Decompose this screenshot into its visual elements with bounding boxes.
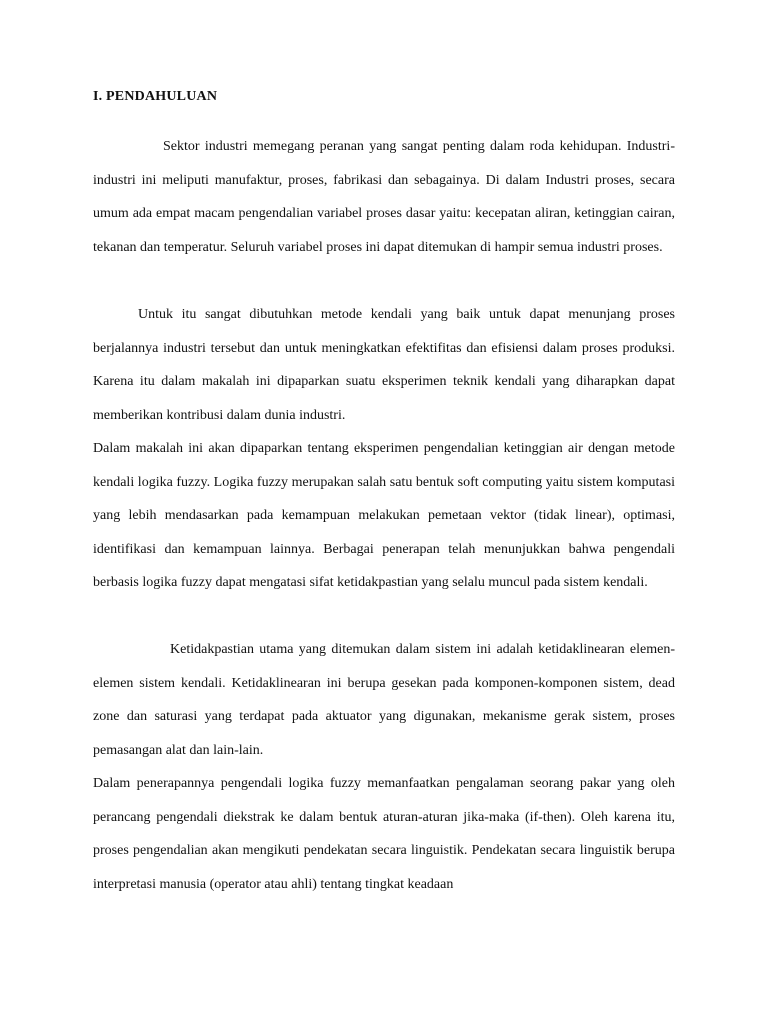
section-heading: I. PENDAHULUAN <box>93 89 218 104</box>
paragraph-control-method: Untuk itu sangat dibutuhkan metode kendali yang baik untuk dapat menunjang proses berjalannya industri tersebut dan untuk meningkatkan efektifitas dan efisiensi dalam proses produksi. Karena itu dalam makalah ini dipaparkan suatu eksperimen teknik kendali yang diharapkan dapat memberikan kontribusi dalam dunia industri. <box>93 307 675 423</box>
paragraph-fuzzy-logic: Dalam makalah ini akan dipaparkan tentang eksperimen pengendalian ketinggian air dengan metode kendali logika fuzzy. Logika fuzzy merupakan salah satu bentuk soft computing yaitu sistem komputasi yang lebih mendasarkan pada kemampuan melakukan pemetaan vektor (tidak linear), optimasi, identifikasi dan kemampuan lainnya. Berbagai penerapan telah menunjukkan bahwa pengendali berbasis logika fuzzy dapat mengatasi sifat ketidakpastian yang selalu muncul pada sistem kendali. <box>93 441 675 590</box>
paragraph-application: Dalam penerapannya pengendali logika fuzzy memanfaatkan pengalaman seorang pakar yang oleh perancang pengendali diekstrak ke dalam bentuk aturan-aturan jika-maka (if-then). Oleh karena itu, proses pengendalian akan mengikuti pendekatan secara linguistik. Pendekatan secara linguistik berupa interpretasi manusia (operator atau ahli) tentang tingkat keadaan <box>93 776 675 892</box>
paragraph-introduction: Sektor industri memegang peranan yang sangat penting dalam roda kehidupan. Industri-industri ini meliputi manufaktur, proses, fabrikasi dan sebagainya. Di dalam Industri proses, secara umum ada empat macam pengendalian variabel proses dasar yaitu: kecepatan aliran, ketinggian cairan, tekanan dan temperatur. Seluruh variabel proses ini dapat ditemukan di hampir semua industri proses. <box>93 139 675 255</box>
paragraph-uncertainty: Ketidakpastian utama yang ditemukan dalam sistem ini adalah ketidaklinearan elemen-elemen sistem kendali. Ketidaklinearan ini berupa gesekan pada komponen-komponen sistem, dead zone dan saturasi yang terdapat pada aktuator yang digunakan, mekanisme gerak sistem, proses pemasangan alat dan lain-lain. <box>93 642 675 758</box>
